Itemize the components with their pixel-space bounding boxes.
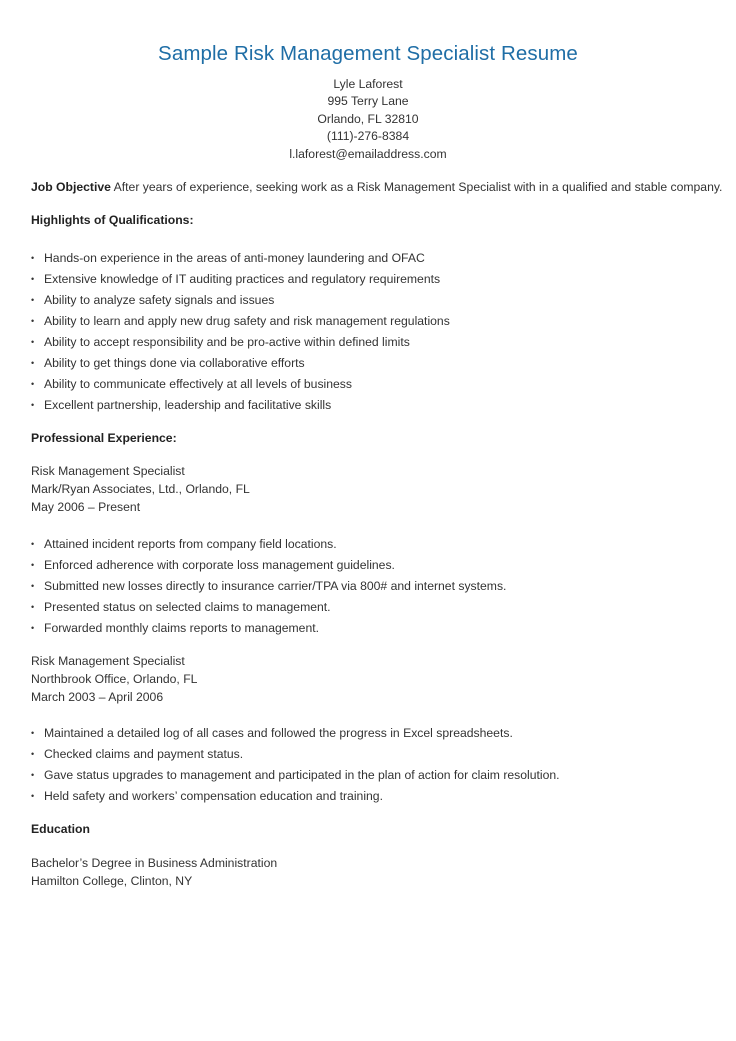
contact-email: l.laforest@emailaddress.com <box>289 147 447 161</box>
contact-name: Lyle Laforest <box>333 77 403 91</box>
contact-phone: (111)-276-8384 <box>326 129 410 143</box>
bullet-icon: • <box>31 274 35 284</box>
job-company: Mark/Ryan Associates, Ltd., Orlando, FL <box>31 482 250 496</box>
bullet-icon: • <box>31 581 35 591</box>
education-heading: Education <box>31 822 90 836</box>
bullet-icon: • <box>31 400 35 410</box>
contact-city: Orlando, FL 32810 <box>317 112 419 126</box>
bullet-icon: • <box>31 623 35 633</box>
job-dates: March 2003 – April 2006 <box>31 690 164 704</box>
page-title: Sample Risk Management Specialist Resume <box>158 42 578 65</box>
job-title: Risk Management Specialist <box>31 654 185 668</box>
duty-item: • Enforced adherence with corporate loss management guidelines. <box>31 558 395 572</box>
highlight-item: • Ability to communicate effectively at all levels of business <box>31 377 352 391</box>
duty-item: • Maintained a detailed log of all cases and followed the progress in Excel spreadsheets. <box>31 726 513 740</box>
bullet-icon: • <box>31 539 35 549</box>
education-school: Hamilton College, Clinton, NY <box>31 874 193 888</box>
duty-item: • Gave status upgrades to management and participated in the plan of action for claim resolution. <box>31 768 560 782</box>
highlight-item: • Ability to get things done via collaborative efforts <box>31 356 305 370</box>
bullet-icon: • <box>31 560 35 570</box>
duty-item: • Held safety and workers’ compensation education and training. <box>31 789 383 803</box>
highlights-heading: Highlights of Qualifications: <box>31 213 194 227</box>
duty-item: • Presented status on selected claims to management. <box>31 600 331 614</box>
bullet-icon: • <box>31 749 35 759</box>
job-objective <box>31 180 722 194</box>
job-company: Northbrook Office, Orlando, FL <box>31 672 198 686</box>
highlight-item: • Ability to learn and apply new drug safety and risk management regulations <box>31 314 450 328</box>
experience-heading: Professional Experience: <box>31 431 177 445</box>
job-objective-text: After years of experience, seeking work as a Risk Management Specialist with in a qualified and stable company. <box>110 180 723 194</box>
bullet-icon: • <box>31 602 35 612</box>
bullet-icon: • <box>31 253 35 263</box>
highlight-item: • Extensive knowledge of IT auditing practices and regulatory requirements <box>31 272 441 286</box>
highlight-item: • Excellent partnership, leadership and facilitative skills <box>31 398 332 412</box>
contact-street: 995 Terry Lane <box>327 94 409 108</box>
job-dates: May 2006 – Present <box>31 500 141 514</box>
bullet-icon: • <box>31 337 35 347</box>
duty-item: • Checked claims and payment status. <box>31 747 244 761</box>
job-objective-label: Job Objective <box>31 180 111 194</box>
highlight-item: • Ability to accept responsibility and be pro-active within defined limits <box>31 335 410 349</box>
highlight-item: • Hands-on experience in the areas of anti-money laundering and OFAC <box>31 251 425 265</box>
job-title: Risk Management Specialist <box>31 464 185 478</box>
duty-item: • Submitted new losses directly to insurance carrier/TPA via 800# and internet systems. <box>31 579 507 593</box>
bullet-icon: • <box>31 295 35 305</box>
education-degree: Bachelor’s Degree in Business Administration <box>31 856 278 870</box>
duty-item: • Attained incident reports from company field locations. <box>31 537 337 551</box>
duty-item: • Forwarded monthly claims reports to management. <box>31 621 320 635</box>
bullet-icon: • <box>31 358 35 368</box>
bullet-icon: • <box>31 791 35 801</box>
highlight-item: • Ability to analyze safety signals and issues <box>31 293 275 307</box>
bullet-icon: • <box>31 316 35 326</box>
bullet-icon: • <box>31 770 35 780</box>
bullet-icon: • <box>31 379 35 389</box>
bullet-icon: • <box>31 728 35 738</box>
